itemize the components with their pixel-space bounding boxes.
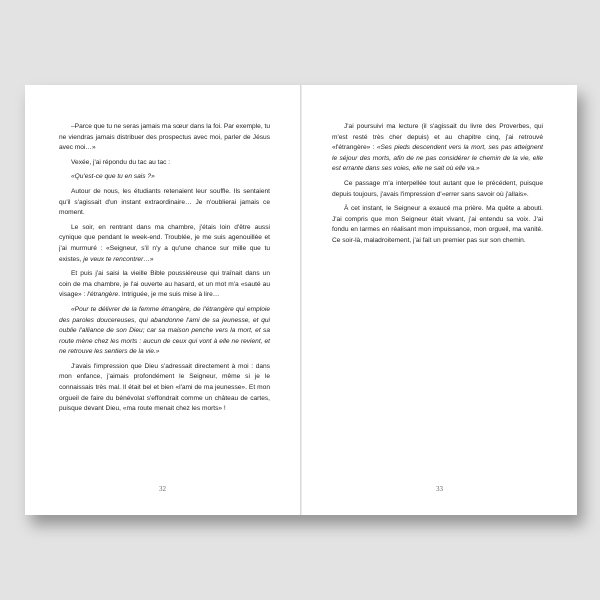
- italic-run: l'étrangère: [87, 291, 119, 299]
- text-run: –Parce que tu ne seras jamais ma sœur dans la foi. Par exemple, tu ne viendras jamais distribuer des prospectus avec moi, parler de Jésus avec moi…»: [59, 123, 271, 152]
- paragraph: [59, 269, 270, 301]
- italic-run: «Ses pieds descendent vers la mort, ses pas atteignent le séjour des morts, afin de ne pas considérer le chemin de la vie, elle est errante dans ses voies, elle ne sait où elle va.»: [332, 144, 543, 173]
- italic-run: «Pour te délivrer de la femme étrangère, de l'étrangère qui emploie des paroles doucereuses, qui abandonne l'ami de sa jeunesse, et qui oublie l'alliance de son Dieu; car sa maison penche vers la mort, et sa route mène chez les morts : aucun de ceux qui vont à elle ne revient, et ne retrouve les sentiers de la vie.»: [59, 305, 270, 356]
- page-number-left: 32: [159, 485, 166, 493]
- right-page-text: [332, 122, 543, 251]
- paragraph: [59, 172, 270, 183]
- text-run: J'ai poursuivi ma lecture (il s'agissait du livre des Proverbes, qui m'est resté très cher depuis) et au chapitre cinq, j'ai retrouvé «l'étrangère» :: [332, 123, 543, 152]
- text-run: . Intriguée, je me suis mise à lire…: [118, 291, 220, 299]
- paragraph: [59, 187, 270, 219]
- paragraph: [332, 179, 543, 200]
- text-run: Le soir, en rentrant dans ma chambre, j'étais loin d'être aussi cynique que pendant le week-end. Troublée, je me suis agenouillée et j'ai murmuré : «Seigneur, s'il n'y a qu'une chance sur mille que tu existes,: [59, 223, 270, 263]
- page-number-right: 33: [436, 485, 443, 493]
- book-spread: [25, 85, 577, 515]
- italic-run: je veux te rencontrer…: [83, 255, 150, 263]
- paragraph: [59, 305, 270, 358]
- paragraph: [59, 122, 270, 154]
- paragraph: [59, 362, 270, 415]
- text-run: Autour de nous, les étudiants retenaient leur souffle. Ils sentaient qu'il s'agissait d'un instant extraordinaire… Je n'oublierai jamais ce moment.: [59, 187, 270, 217]
- text-run: J'avais l'impression que Dieu s'adressait directement à moi : dans mon enfance, j'aimais profondément le Seigneur, même si je le connaissais très mal. Il était bel et bien «l'ami de ma jeunesse». Et mon orgueil de faire du bénévolat s'effondrait comme un château de cartes, puisque devant Dieu, «ma route menait chez les morts» !: [59, 362, 270, 413]
- text-run: À cet instant, le Seigneur a exaucé ma prière. Ma quête a abouti. J'ai compris que mon Seigneur était vivant, j'ai entendu sa voix. J'ai fondu en larmes en réalisant mon impuissance, mon orgueil, ma vanité. Ce soir-là, maladroitement, j'ai fait un premier pas sur son chemin.: [332, 205, 543, 244]
- text-run: Et puis j'ai saisi la vieille Bible poussiéreuse qui traînait dans un coin de ma chambre, je l'ai ouverte au hasard, et un mot m'a «sauté au visage» :: [59, 270, 270, 299]
- paragraph: [59, 158, 270, 169]
- text-run: Ce passage m'a interpellée tout autant que le précédent, puisque depuis toujours, j'avais l'impression d'«errer sans savoir où j'allais».: [332, 179, 543, 198]
- italic-run: «Qu'est-ce que tu en sais ?»: [71, 173, 155, 181]
- text-run: »: [149, 255, 154, 263]
- right-page: [302, 85, 577, 515]
- paragraph: [332, 122, 543, 175]
- text-run: Vexée, j'ai répondu du tac au tac :: [71, 158, 171, 166]
- left-page-text: [59, 122, 270, 419]
- left-page: [25, 85, 300, 515]
- paragraph: [59, 223, 270, 265]
- paragraph: [332, 204, 543, 246]
